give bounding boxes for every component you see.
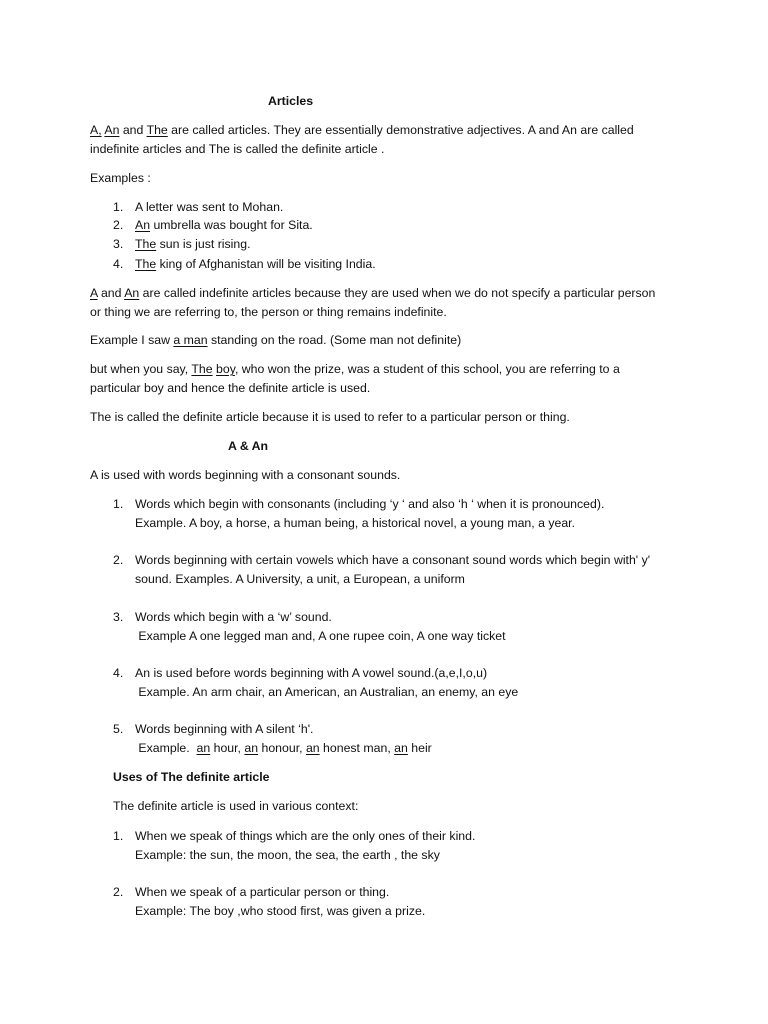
list-text xyxy=(135,664,518,702)
example-man-paragraph xyxy=(90,331,690,350)
list-number: 1. xyxy=(113,497,124,511)
intro-text-line2: indefinite articles and The is called the definite article . xyxy=(90,142,385,156)
list-number: 2. xyxy=(113,885,124,899)
underlined-word: boy xyxy=(216,362,235,376)
underlined-word: The xyxy=(191,362,213,376)
list-text-line1: Words beginning with certain vowels which have a consonant sound words which begin with' y' xyxy=(135,553,651,567)
underlined-word: an xyxy=(196,741,211,755)
underlined-word: a man xyxy=(173,333,208,347)
list-text xyxy=(135,720,432,758)
list-text: heir xyxy=(407,741,432,755)
intro-word-the: The xyxy=(146,123,168,137)
list-text-line2: Example. A boy, a horse, a human being, a historical novel, a young man, a year. xyxy=(135,516,575,530)
page-title: Articles xyxy=(268,94,314,108)
list-text xyxy=(135,495,604,533)
list-number: 1. xyxy=(113,200,124,214)
list-text xyxy=(135,608,506,646)
list-number: 4. xyxy=(113,257,124,271)
list-text-line1: Words beginning with A silent ‘h'. xyxy=(135,722,314,736)
list-text-line2: Example A one legged man and, A one rupee coin, A one way ticket xyxy=(135,629,506,643)
paragraph-text: standing on the road. (Some man not definite) xyxy=(207,333,462,347)
list-number: 4. xyxy=(113,666,124,680)
underlined-word: The xyxy=(135,257,157,271)
underlined-word: An xyxy=(135,218,151,232)
underlined-word: The xyxy=(135,237,157,251)
intro-word-an: An xyxy=(104,123,120,137)
examples-label: Examples : xyxy=(90,171,151,185)
paragraph-text: and xyxy=(97,286,125,300)
list-text-line1: An is used before words beginning with A vowel sound.(a,e,I,o,u) xyxy=(135,666,488,680)
list-number: 2. xyxy=(113,553,124,567)
intro-text: are called articles. They are essentially demonstrative adjectives. A and An are called xyxy=(167,123,634,137)
a-an-intro: A is used with words beginning with a consonant sounds. xyxy=(90,468,401,482)
list-text: Example. xyxy=(135,741,197,755)
list-text-line2: sound. Examples. A University, a unit, a European, a uniform xyxy=(135,572,465,586)
paragraph-text: are called indefinite articles because they are used when we do not specify a particular person xyxy=(139,286,656,300)
list-text xyxy=(135,235,251,254)
list-text-rest: A letter was sent to Mohan. xyxy=(135,200,284,214)
list-text: honour, xyxy=(258,741,306,755)
list-text xyxy=(135,883,425,921)
list-text-rest: sun is just rising. xyxy=(156,237,251,251)
intro-paragraph: A, An and The are called articles. They are essentially demonstrative adjectives. A and An are called indefinite articles and The is called the definite article . xyxy=(90,123,634,156)
list-text: honest man, xyxy=(319,741,395,755)
indefinite-paragraph xyxy=(90,284,690,322)
uses-heading: Uses of The definite article xyxy=(113,770,270,784)
list-text-line1: Words which begin with a ‘w’ sound. xyxy=(135,610,332,624)
paragraph-text: but when you say, xyxy=(90,362,192,376)
list-text-line2: Example. An arm chair, an American, an Australian, an enemy, an eye xyxy=(135,685,519,699)
uses-intro: The definite article is used in various context: xyxy=(113,799,359,813)
list-number: 3. xyxy=(113,610,124,624)
list-text-line1: Words which begin with consonants (including ‘y ‘ and also ‘h ‘ when it is pronounced). xyxy=(135,497,605,511)
intro-word-a: A, xyxy=(90,123,102,137)
paragraph-text: Example I saw xyxy=(90,333,174,347)
a-an-heading: A & An xyxy=(228,439,269,453)
list-text-line1: When we speak of a particular person or thing. xyxy=(135,885,390,899)
list-text-line1: When we speak of things which are the only ones of their kind. xyxy=(135,829,476,843)
list-text xyxy=(135,198,283,217)
list-number: 3. xyxy=(113,237,124,251)
list-text xyxy=(135,216,313,235)
underlined-word: an xyxy=(244,741,259,755)
underlined-word: A xyxy=(90,286,98,300)
list-text xyxy=(135,255,376,274)
list-text xyxy=(135,827,475,865)
paragraph-text-line2: or thing we are referring to, the person or thing remains indefinite. xyxy=(90,305,447,319)
paragraph-text-line2: particular boy and hence the definite article is used. xyxy=(90,381,371,395)
boy-paragraph xyxy=(90,360,690,398)
list-number: 5. xyxy=(113,722,124,736)
list-text xyxy=(135,551,650,589)
underlined-word: an xyxy=(394,741,408,755)
list-text-rest: umbrella was bought for Sita. xyxy=(150,218,313,232)
paragraph-text: , who won the prize, was a student of this school, you are referring to a xyxy=(234,362,620,376)
list-number: 2. xyxy=(113,218,124,232)
definite-paragraph: The is called the definite article because it is used to refer to a particular person or thing. xyxy=(90,410,570,424)
list-text-line2: Example: the sun, the moon, the sea, the earth , the sky xyxy=(135,848,440,862)
underlined-word: An xyxy=(124,286,140,300)
list-number: 1. xyxy=(113,829,124,843)
list-text-rest: king of Afghanistan will be visiting India. xyxy=(156,257,376,271)
underlined-word: an xyxy=(305,741,320,755)
list-text: hour, xyxy=(210,741,245,755)
list-text-line2: Example: The boy ,who stood first, was given a prize. xyxy=(135,904,426,918)
